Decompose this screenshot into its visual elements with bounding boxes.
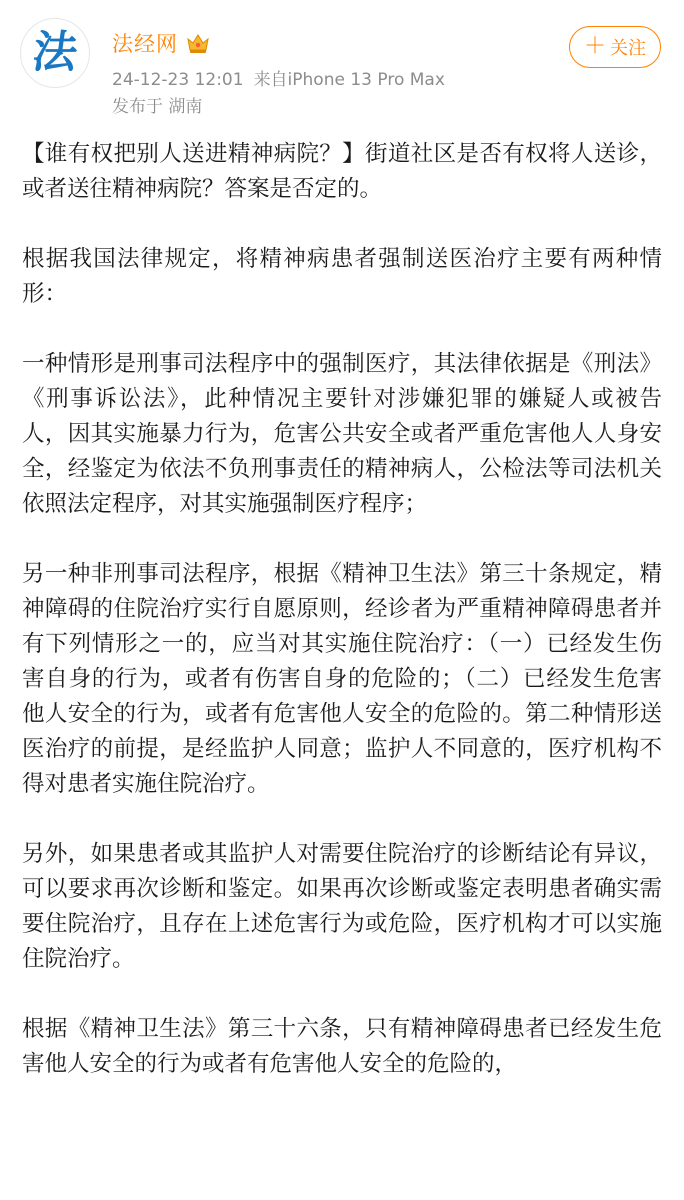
post-content: [22, 137, 662, 1117]
logo-icon: 法: [29, 27, 81, 78]
username-row: [112, 28, 210, 58]
post-time: 24-12-23 12:01: [112, 70, 244, 90]
post-header: [0, 0, 684, 120]
vip-crown-icon: [186, 32, 210, 54]
post-paragraph: 【谁有权把别人送进精神病院？】街道社区是否有权将人送诊，或者送往精神病院？答案是否定的。: [22, 141, 662, 202]
username[interactable]: 法经网: [112, 32, 178, 56]
post-paragraph: 根据我国法律规定，将精神病患者强制送医治疗主要有两种情形：: [22, 246, 662, 307]
post-location: 发布于 湖南: [112, 97, 203, 117]
post-paragraph: 另一种非刑事司法程序，根据《精神卫生法》第三十条规定，精神障碍的住院治疗实行自愿原则，经诊者为严重精神障碍患者并有下列情形之一的，应当对其实施住院治疗：（一）已经发生伤害自身的行为，或者有伤害自身的危险的；（二）已经发生危害他人安全的行为，或者有危害他人安全的危险的。第二种情形送医治疗的前提，是经监护人同意；监护人不同意的，医疗机构不得对患者实施住院治疗。: [22, 561, 662, 797]
post-paragraph: 另外，如果患者或其监护人对需要住院治疗的诊断结论有异议，可以要求再次诊断和鉴定。如果再次诊断或鉴定表明患者确实需要住院治疗，且存在上述危害行为或危险，医疗机构才可以实施住院治疗。: [22, 841, 662, 972]
plus-icon: ＋: [583, 34, 606, 59]
post-meta: [112, 65, 445, 90]
follow-button-label: 关注: [610, 38, 646, 59]
post-paragraph: 一种情形是刑事司法程序中的强制医疗，其法律依据是《刑法》《刑事诉讼法》，此种情况主要针对涉嫌犯罪的嫌疑人或被告人，因其实施暴力行为，危害公共安全或者严重危害他人人身安全，经鉴定为依法不负刑事责任的精神病人，公检法等司法机关依照法定程序，对其实施强制医疗程序；: [22, 351, 662, 517]
post-source: 来自iPhone 13 Pro Max: [253, 70, 445, 90]
post-paragraph: 根据《精神卫生法》第三十六条，只有精神障碍患者已经发生危害他人安全的行为或者有危害他人安全的危险的，: [22, 1016, 662, 1077]
avatar[interactable]: [20, 18, 90, 88]
follow-button[interactable]: [569, 26, 661, 68]
